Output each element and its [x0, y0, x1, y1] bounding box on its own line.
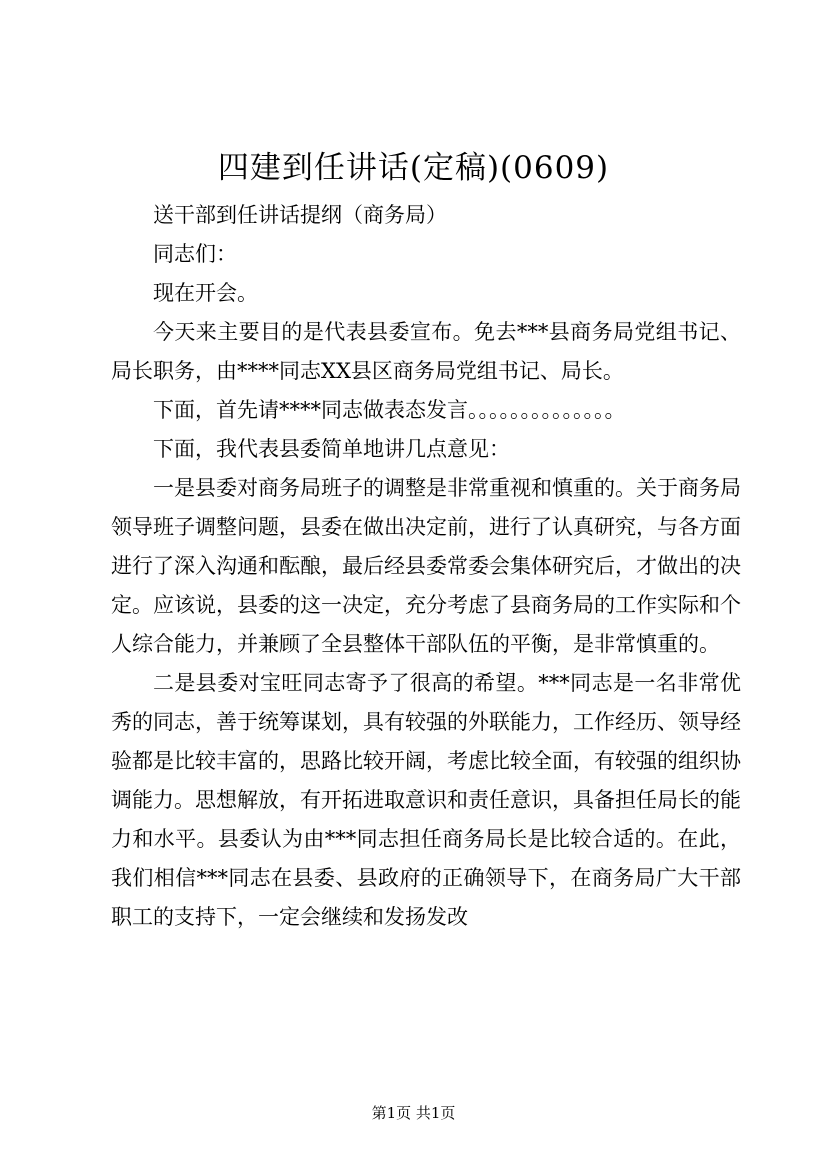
- page-footer: 第1页 共1页: [371, 1104, 456, 1122]
- document-title: 四建到任讲话(定稿)(0609): [217, 150, 610, 186]
- paragraph-announcement: 今天来主要目的是代表县委宣布。免去***县商务局党组书记、局长职务，由****同志XX县区商务局党组书记、局长。: [111, 320, 741, 383]
- document-body: [111, 196, 741, 937]
- paragraph-point-two: 二是县委对宝旺同志寄予了很高的希望。***同志是一名非常优秀的同志，善于统筹谋划，具有较强的外联能力，工作经历、领导经验都是比较丰富的，思路比较开阔，考虑比较全面，有较强的组织协调能力。思想解放，有开拓进取意识和责任意识，具备担任局长的能力和水平。县委认为由***同志担任商务局长是比较合适的。在此，我们相信***同志在县委、县政府的正确领导下，在商务局广大干部职工的支持下，一定会继续和发扬发改: [111, 671, 741, 929]
- paragraph-intro-opinions: 下面，我代表县委简单地讲几点意见：: [153, 437, 510, 461]
- paragraph-heading: 送干部到任讲话提纲（商务局）: [153, 203, 447, 227]
- paragraph-salutation: 同志们：: [153, 242, 237, 266]
- paragraph-statement-request: 下面，首先请****同志做表态发言。。。。。。。。。。。。。。: [153, 398, 626, 422]
- paragraph-point-one: 一是县委对商务局班子的调整是非常重视和慎重的。关于商务局领导班子调整问题，县委在做出决定前，进行了认真研究，与各方面进行了深入沟通和酝酿，最后经县委常委会集体研究后，才做出的决定。应该说，县委的这一决定，充分考虑了县商务局的工作实际和个人综合能力，并兼顾了全县整体干部队伍的平衡，是非常慎重的。: [111, 476, 741, 656]
- paragraph-opening: 现在开会。: [153, 281, 258, 305]
